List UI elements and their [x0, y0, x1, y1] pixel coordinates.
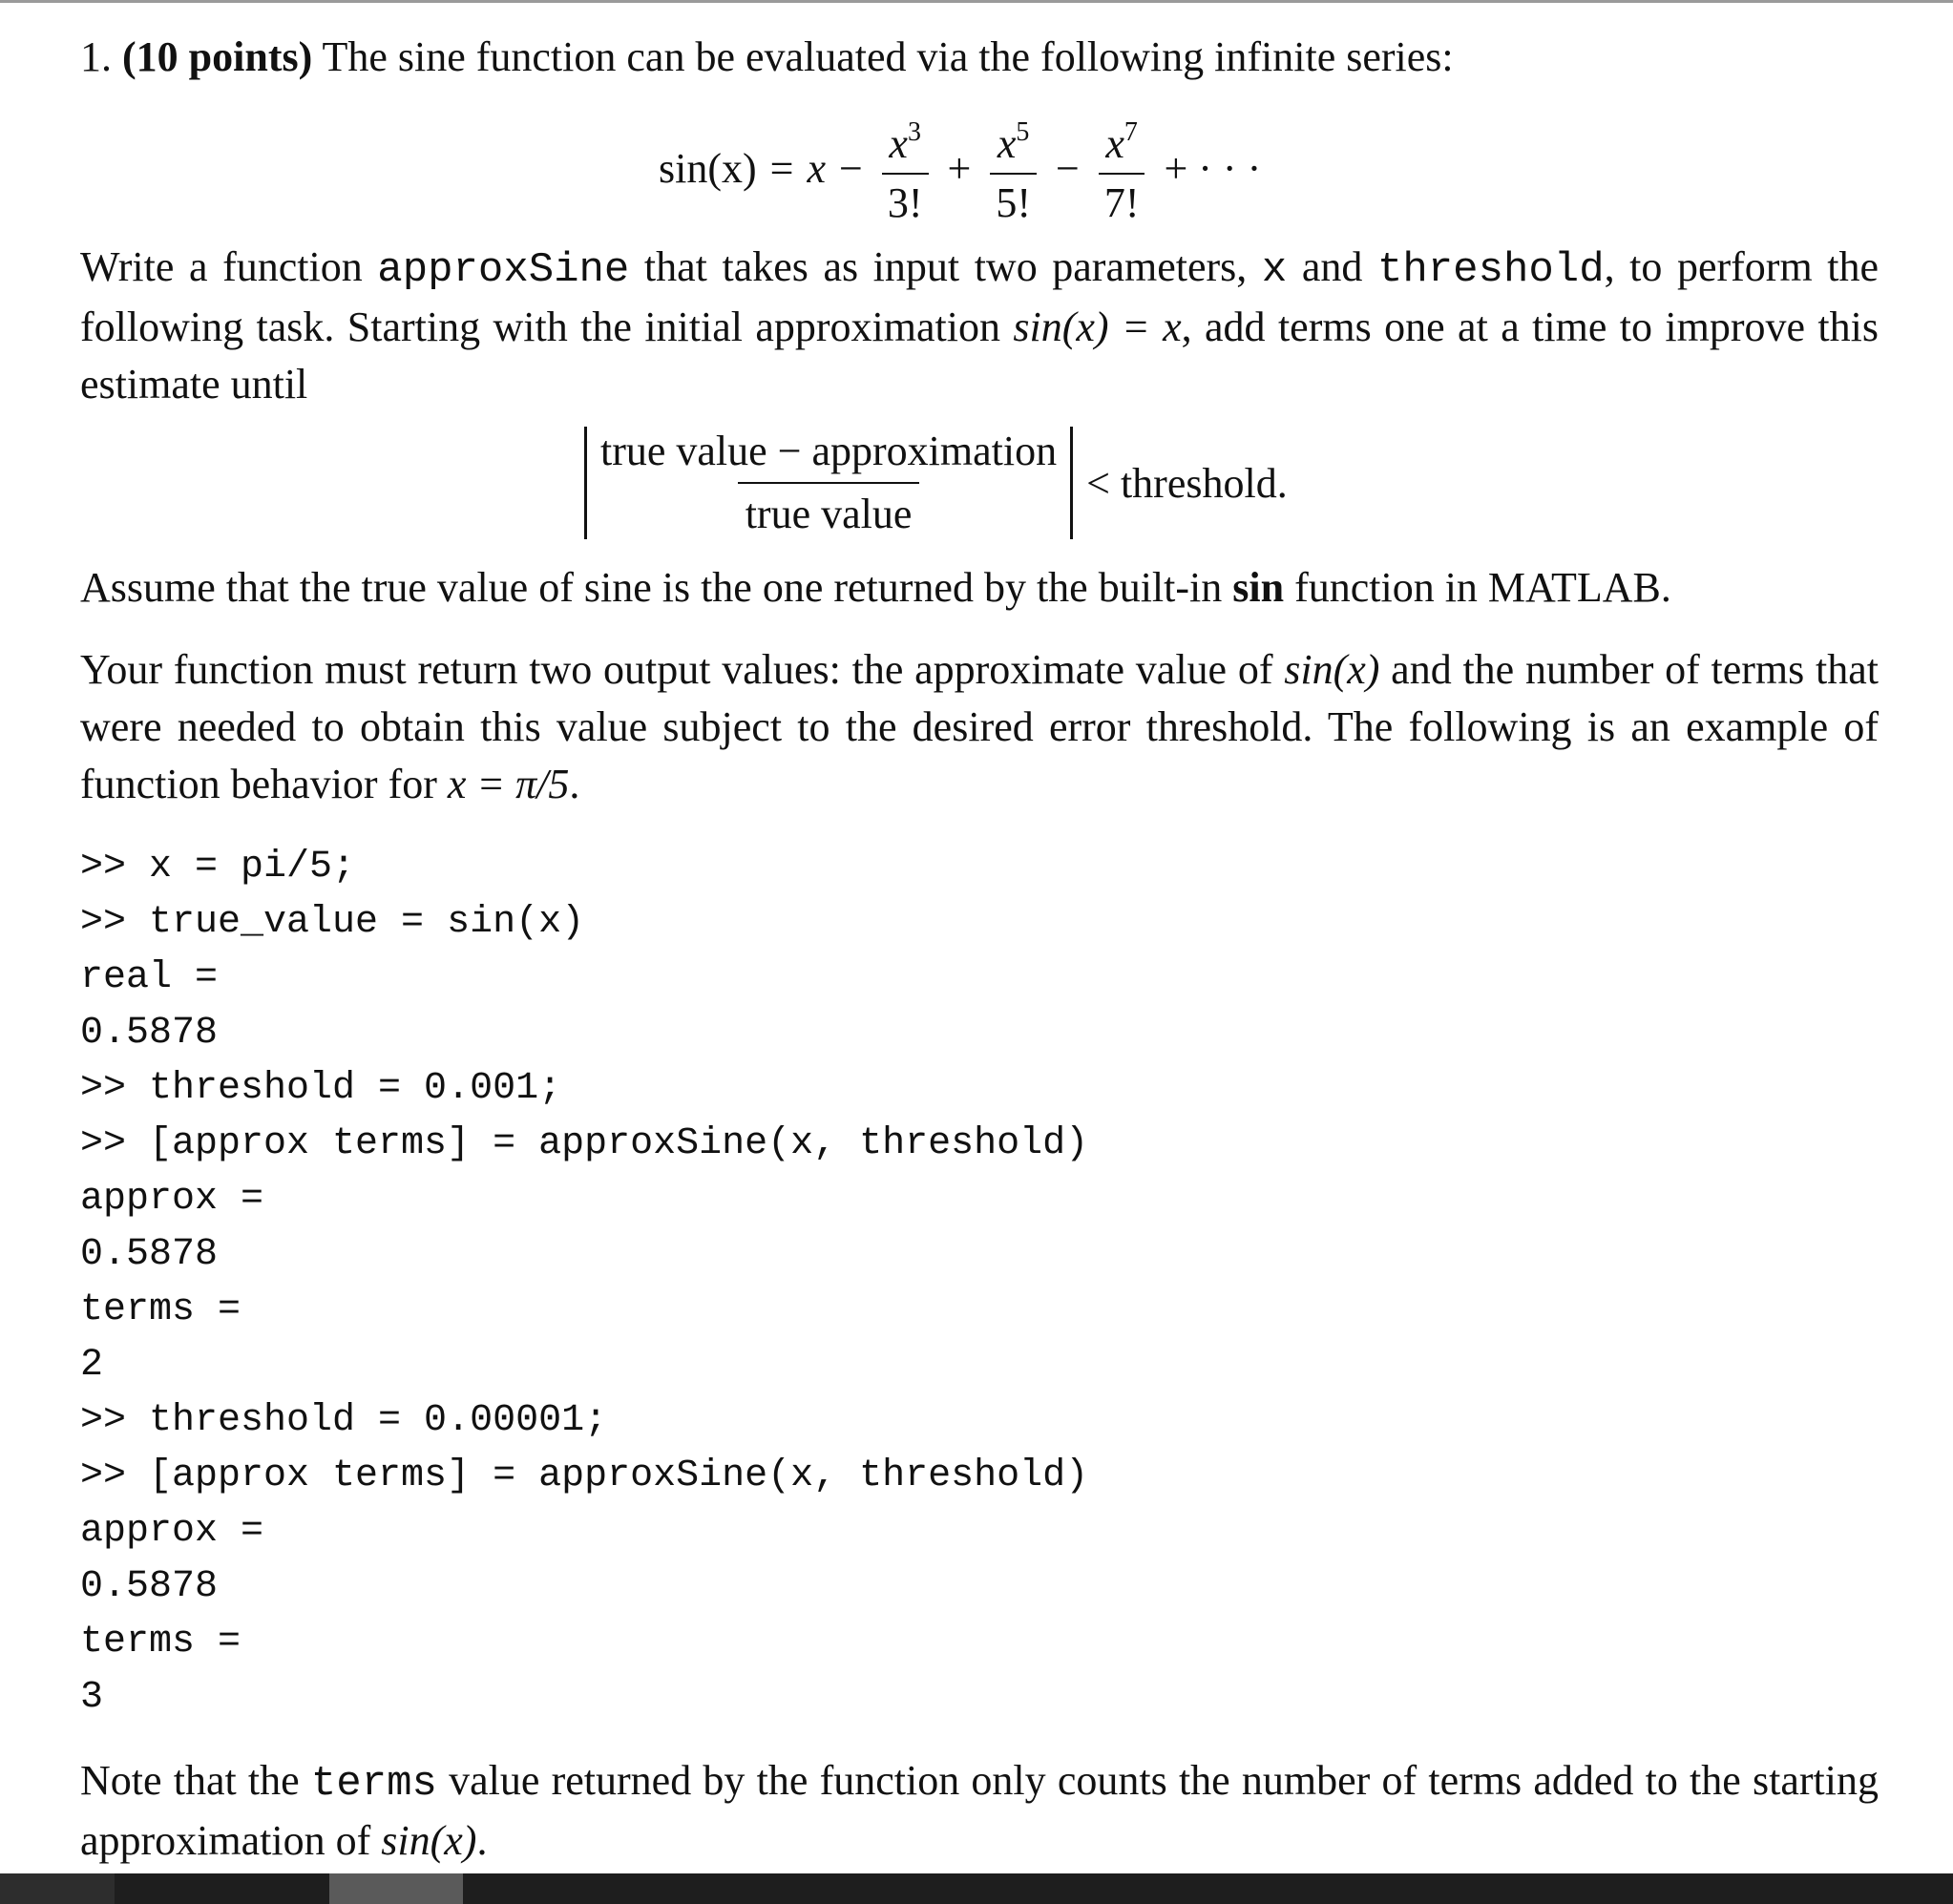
criterion-numerator: true value − approximation — [600, 428, 1058, 474]
assume-text-2: function in MATLAB. — [1284, 564, 1671, 611]
code-line: >> true_value = sin(x) — [80, 901, 585, 944]
series-term-x3 — [882, 110, 929, 226]
series-first-term: x — [807, 144, 827, 192]
sin-x-math: sin(x) — [1284, 646, 1380, 693]
param-threshold: threshold — [1376, 246, 1605, 294]
abs-bar-right — [1070, 427, 1073, 539]
t3-num: x — [1105, 120, 1124, 167]
criterion-denominator: true value — [738, 482, 920, 537]
code-line: terms = — [80, 1288, 242, 1331]
problem-points: (10 points) — [122, 33, 313, 80]
series-term-x5 — [990, 110, 1037, 226]
code-line: 3 — [80, 1676, 104, 1719]
assume-text-1: Assume that the true value of sine is the one returned by the built-in — [80, 564, 1233, 611]
sine-series-equation — [659, 111, 1274, 225]
code-line: >> threshold = 0.001; — [80, 1067, 562, 1110]
code-line: >> x = pi/5; — [80, 846, 356, 889]
problem-intro — [80, 29, 1894, 86]
code-line: approx = — [80, 1178, 264, 1221]
code-line: >> [approx terms] = approxSine(x, threshold) — [80, 1122, 1089, 1165]
t3-den: 7! — [1099, 173, 1145, 226]
task-text-5: , add terms one at a time to improve this estimate until — [80, 303, 1879, 408]
task-text-2: that takes as input two parameters, — [629, 243, 1262, 290]
relative-error-fraction — [593, 429, 1064, 537]
code-line: 2 — [80, 1344, 104, 1387]
code-line: approx = — [80, 1510, 264, 1553]
note-text-1: Note that the — [80, 1757, 311, 1804]
t2-den: 5! — [990, 173, 1037, 226]
t3-exp: 7 — [1124, 117, 1138, 147]
code-line: 0.5878 — [80, 1233, 219, 1276]
t2-exp: 5 — [1016, 117, 1030, 147]
task-description — [80, 239, 1879, 413]
code-line: 0.5878 — [80, 1565, 219, 1608]
param-x: x — [1261, 246, 1288, 294]
return-values-text — [80, 641, 1879, 813]
t1-num: x — [889, 120, 908, 167]
taskbar-item[interactable] — [0, 1873, 115, 1904]
series-tail: + · · · — [1164, 144, 1262, 192]
note-text-3: . — [476, 1817, 488, 1864]
code-line: 0.5878 — [80, 1012, 219, 1055]
taskbar-item-active[interactable] — [329, 1873, 463, 1904]
criterion-rhs: < threshold. — [1086, 459, 1288, 507]
x-value-math: x = π/5 — [447, 761, 570, 807]
task-text-1: Write a function — [80, 243, 378, 290]
note-sin-x-math: sin(x) — [381, 1817, 477, 1864]
code-line: terms = — [80, 1621, 242, 1663]
taskbar — [0, 1873, 1953, 1904]
return-text-3: . — [569, 761, 580, 807]
t2-num: x — [997, 120, 1017, 167]
function-name: approxSine — [377, 246, 630, 294]
series-minus-2: − — [1055, 144, 1080, 192]
error-criterion-equation — [584, 426, 1288, 540]
problem-number: 1. — [80, 33, 112, 80]
note-text — [80, 1752, 1879, 1870]
initial-approx-math: sin(x) = x — [1013, 303, 1182, 350]
code-line: >> threshold = 0.00001; — [80, 1399, 608, 1442]
note-text-2: value returned by the function only counts the number of terms added to the starting approximation of — [80, 1757, 1879, 1864]
top-border — [0, 0, 1953, 3]
code-line: >> [approx terms] = approxSine(x, threshold) — [80, 1454, 1089, 1497]
terms-variable: terms — [310, 1760, 437, 1808]
series-term-x7 — [1099, 110, 1145, 226]
series-minus-1: − — [839, 144, 863, 192]
series-equals: = — [769, 144, 794, 192]
code-line: real = — [80, 956, 219, 999]
problem-intro-text: The sine function can be evaluated via the following infinite series: — [322, 33, 1454, 80]
t1-exp: 3 — [907, 117, 921, 147]
task-text-4: , to perform the following task. Starting with the initial approximation — [80, 243, 1880, 350]
assumption-text — [80, 559, 1894, 617]
builtin-sin: sin — [1232, 564, 1285, 611]
return-text-1: Your function must return two output values: the approximate value of — [80, 646, 1285, 693]
task-text-3: and — [1287, 243, 1377, 290]
t1-den: 3! — [882, 173, 929, 226]
series-plus-1: + — [947, 144, 972, 192]
return-text-2: and the number of terms that were needed to obtain this value subject to the desired error threshold. The following is an example of function behavior for — [80, 646, 1880, 807]
abs-bar-left — [584, 427, 587, 539]
series-lhs: sin(x) — [659, 144, 757, 192]
